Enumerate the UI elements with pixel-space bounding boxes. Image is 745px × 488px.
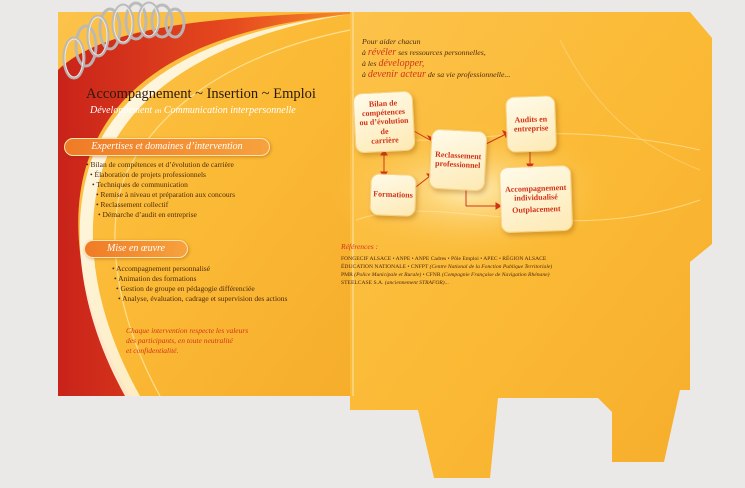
footer-note xyxy=(126,326,248,356)
audits-box: Audits en entreprise xyxy=(505,95,557,153)
accompagnement-box: Accompagnement individualisé Outplacement xyxy=(499,165,573,233)
expertise-item: • Élaboration de projets professionnels xyxy=(90,170,206,179)
page-subtitle xyxy=(90,105,296,116)
intro-line: à révéler ses ressources personnelles, xyxy=(362,47,486,58)
expertise-item: • Reclassement collectif xyxy=(96,200,168,209)
intro-emphasis: développer, xyxy=(378,58,425,69)
references-line: FONGECIF ALSACE • ANPE • ANPE Cadres • Pôle Emploi • APEC • RÉGION ALSACE xyxy=(341,256,547,262)
expertises-heading: Expertises et domaines d’intervention xyxy=(64,138,270,156)
references-line: PMR (Police Municipale et Rurale) • CFNR (Compagnie Française de Navigation Rhénane) xyxy=(341,272,550,278)
footer-note-line: et confidentialité. xyxy=(126,346,179,355)
footer-note-line: Chaque intervention respecte les valeurs xyxy=(126,326,249,335)
mise-item: • Accompagnement personnalisé xyxy=(112,264,210,273)
expertise-item: • Démarche d’audit en entreprise xyxy=(98,210,197,219)
references-line: ÉDUCATION NATIONALE • CNFPT (Centre National de la Fonction Publique Territoriale) xyxy=(341,264,553,270)
mise-item: • Gestion de groupe en pédagogie différenciée xyxy=(116,284,255,293)
mise-heading: Mise en œuvre xyxy=(84,240,188,258)
subtitle-en: en xyxy=(154,107,162,115)
intro-line: à devenir acteur de sa vie professionnelle... xyxy=(362,69,511,80)
subtitle-part-a: Développement xyxy=(90,105,153,116)
references-line: STEELCASE S.A. (anciennement STRAFOR)... xyxy=(341,280,449,286)
references-heading: Références : xyxy=(341,242,378,251)
expertise-item: • Remise à niveau et préparation aux concours xyxy=(96,190,235,199)
intro-line: Pour aider chacun xyxy=(362,37,421,46)
expertise-item: • Techniques de communication xyxy=(92,180,188,189)
expertise-item: • Bilan de compétences et d’évolution de carrière xyxy=(86,160,234,169)
footer-note-line: des participants, en toute neutralité xyxy=(126,336,233,345)
page-title: Accompagnement ~ Insertion ~ Emploi xyxy=(86,86,316,102)
formations-box: Formations xyxy=(369,173,416,217)
intro-text xyxy=(362,36,510,80)
mise-item: • Analyse, évaluation, cadrage et supervision des actions xyxy=(118,294,287,303)
mise-item: • Animation des formations xyxy=(114,274,196,283)
reclassement-box: Reclassement professionnel xyxy=(428,129,487,192)
intro-line: à les développer, xyxy=(362,58,425,69)
intro-emphasis: révéler xyxy=(367,47,397,58)
intro-emphasis: devenir acteur xyxy=(367,69,426,80)
bilan-box: Bilan de compétences ou d’évolution de carrière xyxy=(352,90,415,153)
subtitle-part-b: Communication interpersonnelle xyxy=(163,105,296,116)
